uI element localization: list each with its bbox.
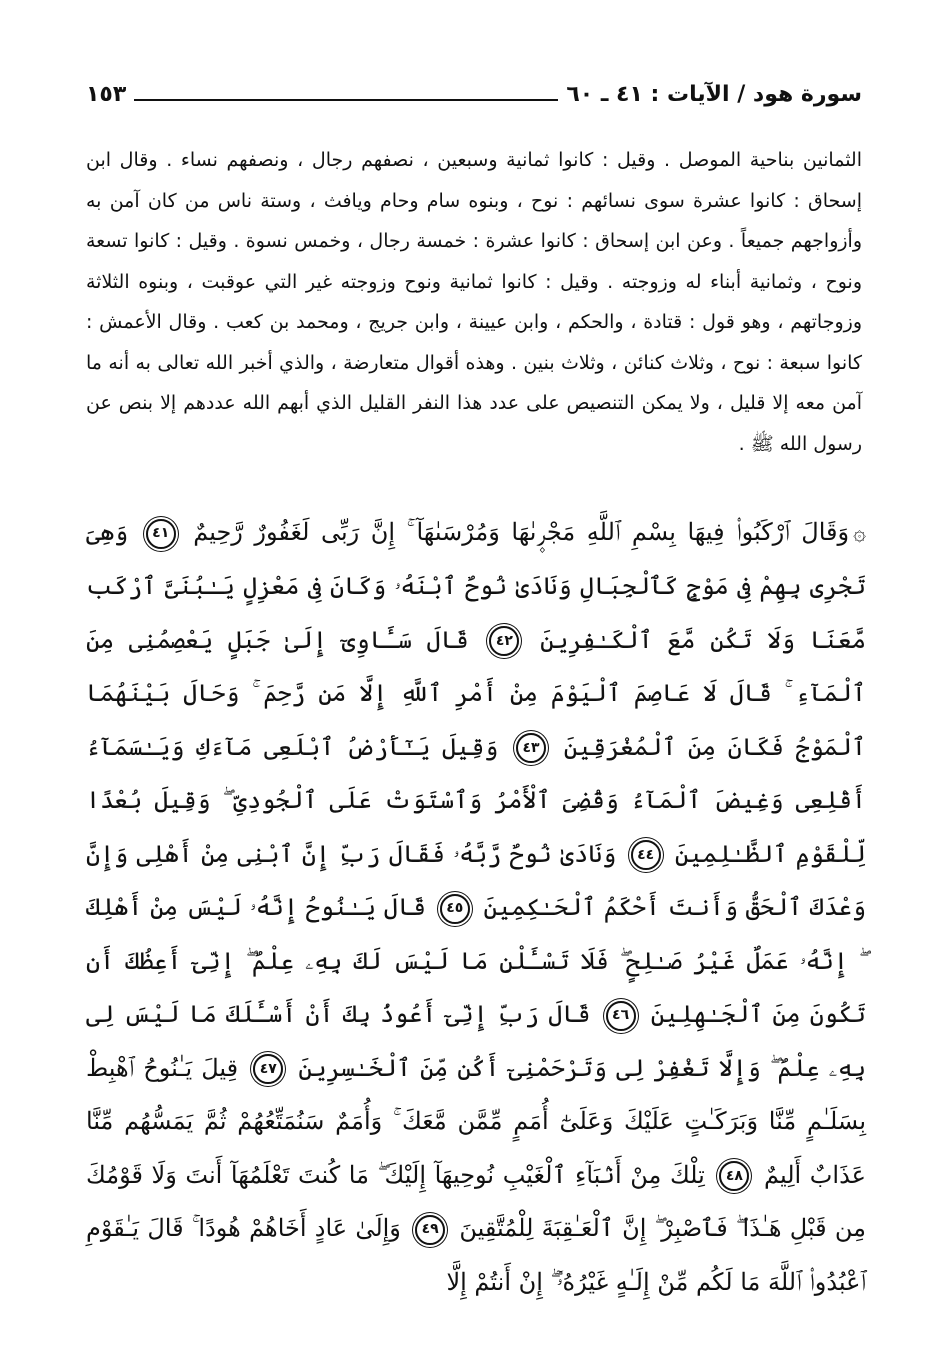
- verse-41-marker: ٤١: [146, 519, 176, 549]
- verse-47-text: قَالَ رَبِّ إِنِّىٓ أَعُوذُ بِكَ أَنْ أَسْـَٔلَكَ مَا لَيْسَ لِى بِهِۦ عِلْمٌ ۖ وَإِلَّا تَغْفِرْ لِى وَتَرْحَمْنِىٓ أَكُن مِّنَ ٱلْخَـٰسِرِينَ: [86, 1000, 867, 1082]
- verse-48-text: قِيلَ يَـٰنُوحُ ٱهْبِطْ بِسَلَـٰمٍ مِّنَّا وَبَرَكَـٰتٍ عَلَيْكَ وَعَلَىٰٓ أُمَمٍ مِّمَّن مَّعَكَ ۚ وَأُمَمٌ سَنُمَتِّعُهُمْ ثُمَّ يَمَسُّهُم مِّنَّا عَذَابٌ أَلِيمٌ: [86, 1053, 866, 1189]
- verse-49-marker: ٤٩: [415, 1215, 445, 1245]
- page-number: ١٥٣: [86, 81, 127, 107]
- verse-44-marker: ٤٤: [631, 840, 661, 870]
- verse-42-text: وَهِىَ تَجْرِى بِهِمْ فِى مَوْجٍ كَٱلْجِبَالِ وَنَادَىٰ نُوحٌ ٱبْنَهُۥ وَكَانَ فِى مَعْزِلٍ يَـٰبُنَىَّ ٱرْكَب مَّعَنَا وَلَا تَكُن مَّعَ ٱلْكَـٰفِرِينَ: [86, 518, 867, 654]
- running-title: سورة هود / الآيات : ٤١ ـ ٦٠: [566, 81, 862, 107]
- verse-50-text: وَإِلَىٰ عَادٍ أَخَاهُمْ هُودًا ۚ قَالَ يَـٰقَوْمِ ٱعْبُدُوا۟ ٱللَّهَ مَا لَكُم مِّنْ إِلَـٰهٍ غَيْرُهُۥٓ ۖ إِنْ أَنتُمْ إِلَّا: [86, 1214, 866, 1296]
- verse-46-marker: ٤٦: [606, 1001, 636, 1031]
- verse-46-text: قَالَ يَـٰنُوحُ إِنَّهُۥ لَيْسَ مِنْ أَهْلِكَ ۖ إِنَّهُۥ عَمَلٌ غَيْرُ صَـٰلِحٍ ۖ فَلَا تَسْـَٔلْنِ مَا لَيْسَ لَكَ بِهِۦ عِلْمٌ ۖ إِنِّىٓ أَعِظُكَ أَن تَكُونَ مِنَ ٱلْجَـٰهِلِينَ: [86, 893, 866, 1029]
- verse-45-marker: ٤٥: [440, 894, 470, 924]
- verse-48-marker: ٤٨: [719, 1161, 749, 1191]
- verse-44-text: وَقِيلَ يَـٰٓأَرْضُ ٱبْلَعِى مَآءَكِ وَيَـٰسَمَآءُ أَقْلِعِى وَغِيضَ ٱلْمَآءُ وَقُضِىَ ٱلْأَمْرُ وَٱسْتَوَتْ عَلَى ٱلْجُودِىِّ ۖ وَقِيلَ بُعْدًا لِّلْقَوْمِ ٱلظَّـٰلِمِينَ: [86, 732, 866, 868]
- hizb-star-icon: ۞: [853, 520, 866, 546]
- verse-43-marker: ٤٣: [516, 733, 546, 763]
- verse-49-text: تِلْكَ مِنْ أَنۢبَآءِ ٱلْغَيْبِ نُوحِيهَآ إِلَيْكَ ۖ مَا كُنتَ تَعْلَمُهَآ أَنتَ وَلَا قَوْمُكَ مِن قَبْلِ هَـٰذَا ۖ فَٱصْبِرْ ۖ إِنَّ ٱلْعَـٰقِبَةَ لِلْمُتَّقِينَ: [86, 1160, 866, 1243]
- commentary-text: الثمانين بناحية الموصل . وقيل : كانوا ثمانية وسبعين ، نصفهم رجال ، ونصفهم نساء . وقال ابن إسحاق : كانوا عشرة سوى نسائهم : نوح ، وبنوه سام وحام ويافث ، وستة ناس من كان آمن به وأزواجهم جميعاً . وعن ابن إسحاق : كانوا عشرة : خمسة رجال ، وخمس نسوة . وقيل : كانوا تسعة ونوح ، وثمانية أبناء له وزوجته . وقيل : كانوا ثمانية ونوح وزوجته غير التي عوقبت ، وبنوه الثلاثة وزوجاتهم ، وهو قول : قتادة ، والحكم ، وابن عيينة ، وابن جريج ، ومحمد بن كعب . وقال الأعمش : كانوا سبعة : نوح ، وثلاث كنائن ، وثلاث بنين . وهذه أقوال متعارضة ، والذي أخبر الله تعالى به أنه ما آمن معه إلا قليل ، ولا يمكن التنصيص على عدد هذا النفر القليل الذي أبهم الله عددهم إلا بنص عن رسول الله ﷺ .: [86, 149, 862, 455]
- verse-43-text: قَالَ سَـَٔاوِىٓ إِلَىٰ جَبَلٍ يَعْصِمُنِى مِنَ ٱلْمَآءِ ۚ قَالَ لَا عَاصِمَ ٱلْيَوْمَ مِنْ أَمْرِ ٱللَّهِ إِلَّا مَن رَّحِمَ ۚ وَحَالَ بَيْنَهُمَا ٱلْمَوْجُ فَكَانَ مِنَ ٱلْمُغْرَقِينَ: [86, 625, 866, 761]
- commentary-block: [86, 140, 862, 464]
- page-header: [86, 74, 862, 114]
- verse-47-marker: ٤٧: [253, 1054, 283, 1084]
- quran-block: [86, 506, 866, 1309]
- verse-42-marker: ٤٢: [489, 626, 519, 656]
- header-rule: [134, 99, 558, 101]
- verse-45-text: وَنَادَىٰ نُوحٌ رَّبَّهُۥ فَقَالَ رَبِّ إِنَّ ٱبْنِى مِنْ أَهْلِى وَإِنَّ وَعْدَكَ ٱلْحَقُّ وَأَنتَ أَحْكَمُ ٱلْحَـٰكِمِينَ: [86, 839, 867, 922]
- verse-41-text: وَقَالَ ٱرْكَبُوا۟ فِيهَا بِسْمِ ٱللَّهِ مَجْر۪ىٰهَا وَمُرْسَىٰهَآ ۚ إِنَّ رَبِّى لَغَفُورٌ رَّحِيمٌ: [193, 518, 850, 546]
- quran-text: [86, 506, 866, 1309]
